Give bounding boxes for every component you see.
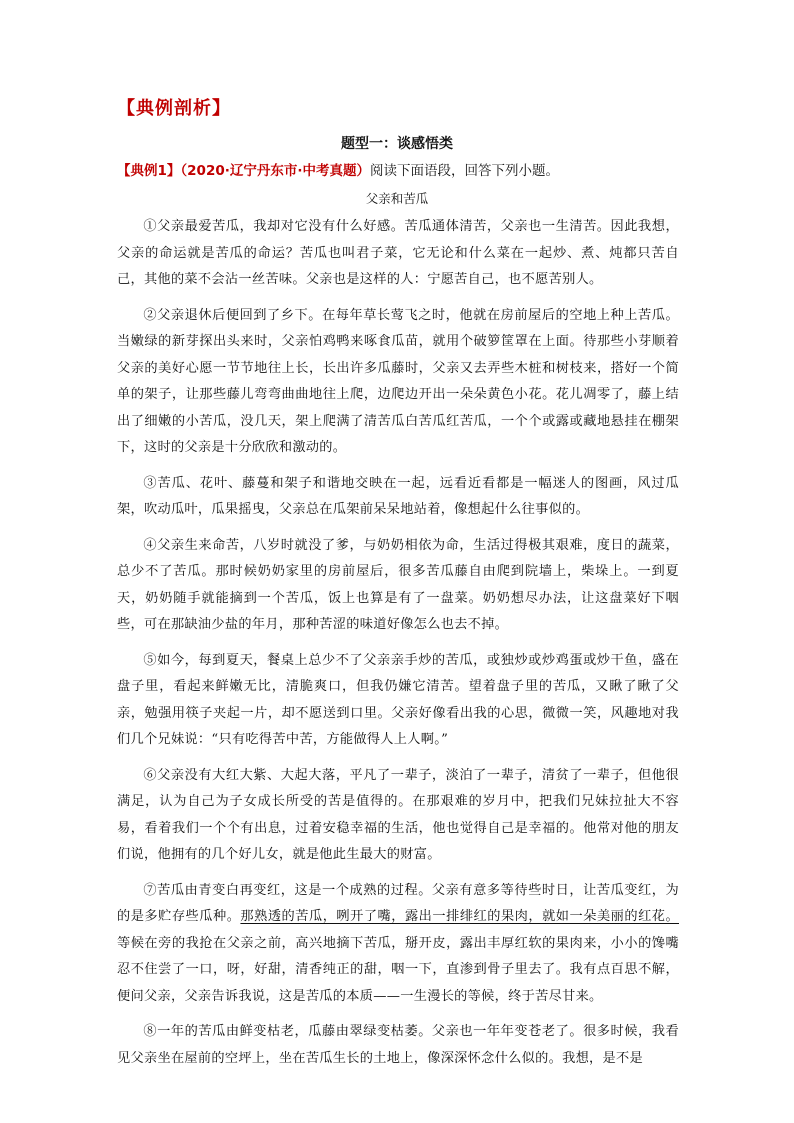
essay-body <box>117 214 679 1081</box>
paragraph-7-after: 等候在旁的我抢在父亲之前，高兴地摘下苦瓜，掰开皮，露出丰厚红软的果肉来，小小的馋嘴忍不住尝了一口，呀，好甜，清香纯正的甜，咽一下，直渗到骨子里去了。我有点百思不解，便问父亲，父亲告诉我说，这是苦瓜的本质——一生漫长的等候，终于苦尽甘来。 <box>117 935 679 1004</box>
paragraph-1: ①父亲最爱苦瓜，我却对它没有什么好感。苦瓜通体清苦，父亲也一生清苦。因此我想，父亲的命运就是苦瓜的命运？苦瓜也叫君子菜，它无论和什么菜在一起炒、煮、炖都只苦自己，其他的菜不会沾一丝苦味。父亲也是这样的人：宁愿苦自己，也不愿苦别人。 <box>117 219 679 287</box>
paragraph-5: ⑤如今，每到夏天，餐桌上总少不了父亲亲手炒的苦瓜，或独炒或炒鸡蛋或炒干鱼，盛在盘子里，看起来鲜嫩无比，清脆爽口，但我仍嫌它清苦。望着盘子里的苦瓜，又瞅了瞅了父亲，勉强用筷子夹起一片，却不愿送到口里。父亲好像看出我的心思，微微一笑，风趣地对我们几个兄妹说：“只有吃得苦中苦，方能做得人上人啊。” <box>117 652 679 747</box>
example-heading <box>117 159 697 179</box>
paragraph-3: ③苦瓜、花叶、藤蔓和架子和谐地交映在一起，远看近看都是一幅迷人的图画，风过瓜架，吹动瓜叶，瓜果摇曳，父亲总在瓜架前呆呆地站着，像想起什么往事似的。 <box>117 475 679 517</box>
paragraph-7-before: ⑦苦瓜由青变白再变红，这是一个成熟的过程。父亲有意多等待些时日，让苦瓜变红，为的是多贮存些瓜种。 <box>117 882 679 924</box>
paragraph-4: ④父亲生来命苦，八岁时就没了爹，与奶奶相依为命，生活过得极其艰难，度日的蔬菜，总少不了苦瓜。那时候奶奶家里的房前屋后，很多苦瓜藤自由爬到院墙上，柴垛上。一到夏天，奶奶随手就能摘到一个苦瓜，饭上也算是有了一盘菜。奶奶想尽办法，让这盘菜好下咽些，可在那缺油少盐的年月，那种苦涩的味道好像怎么也去不掉。 <box>117 537 679 632</box>
question-type-title: 题型一：谈感悟类 <box>341 136 453 152</box>
example-source: （2020·辽宁丹东市·中考真题） <box>180 163 370 179</box>
essay-title: 父亲和苦瓜 <box>365 191 429 206</box>
paragraph-8: ⑧一年的苦瓜由鲜变枯老，瓜藤由翠绿变枯萎。父亲也一年年变苍老了。很多时候，我看见父亲坐在屋前的空坪上，坐在苦瓜生长的土地上，像深深怀念什么似的。我想，是不是 <box>117 1024 679 1066</box>
paragraph-7 <box>117 878 679 1011</box>
paragraph-2: ②父亲退休后便回到了乡下。在每年草长莺飞之时，他就在房前屋后的空地上种上苦瓜。当嫩绿的新芽探出头来时，父亲怕鸡鸭来啄食瓜苗，就用个破箩筐罩在上面。待那些小芽顺着父亲的美好心愿一节节地往上长，长出许多瓜藤时，父亲又去弄些木桩和树枝来，搭好一个简单的架子，让那些藤儿弯弯曲曲地往上爬，边爬边开出一朵朵黄色小花。花儿凋零了，藤上结出了细嫩的小苦瓜，没几天，架上爬满了清苦瓜白苦瓜红苦瓜，一个个或露或藏地悬挂在棚架下，这时的父亲是十分欣欣和激动的。 <box>117 307 679 455</box>
paragraph-6: ⑥父亲没有大红大紫、大起大落，平凡了一辈子，淡泊了一辈子，清贫了一辈子，但他很满足，认为自己为子女成长所受的苦是值得的。在那艰难的岁月中，把我们兄妹拉扯大不容易，看着我们一个个有出息，过着安稳幸福的生活，他也觉得自己是幸福的。他常对他的朋友们说，他拥有的几个好儿女，就是他此生最大的财富。 <box>117 767 679 862</box>
underlined-sentence: 那熟透的苦瓜，咧开了嘴，露出一排绯红的果肉，就如一朵美丽的红花。 <box>240 909 679 924</box>
example-label: 【典例1】 <box>117 163 181 179</box>
example-prompt: 阅读下面语段，回答下列小题。 <box>370 163 559 179</box>
section-title: 【典例剖析】 <box>117 98 231 119</box>
